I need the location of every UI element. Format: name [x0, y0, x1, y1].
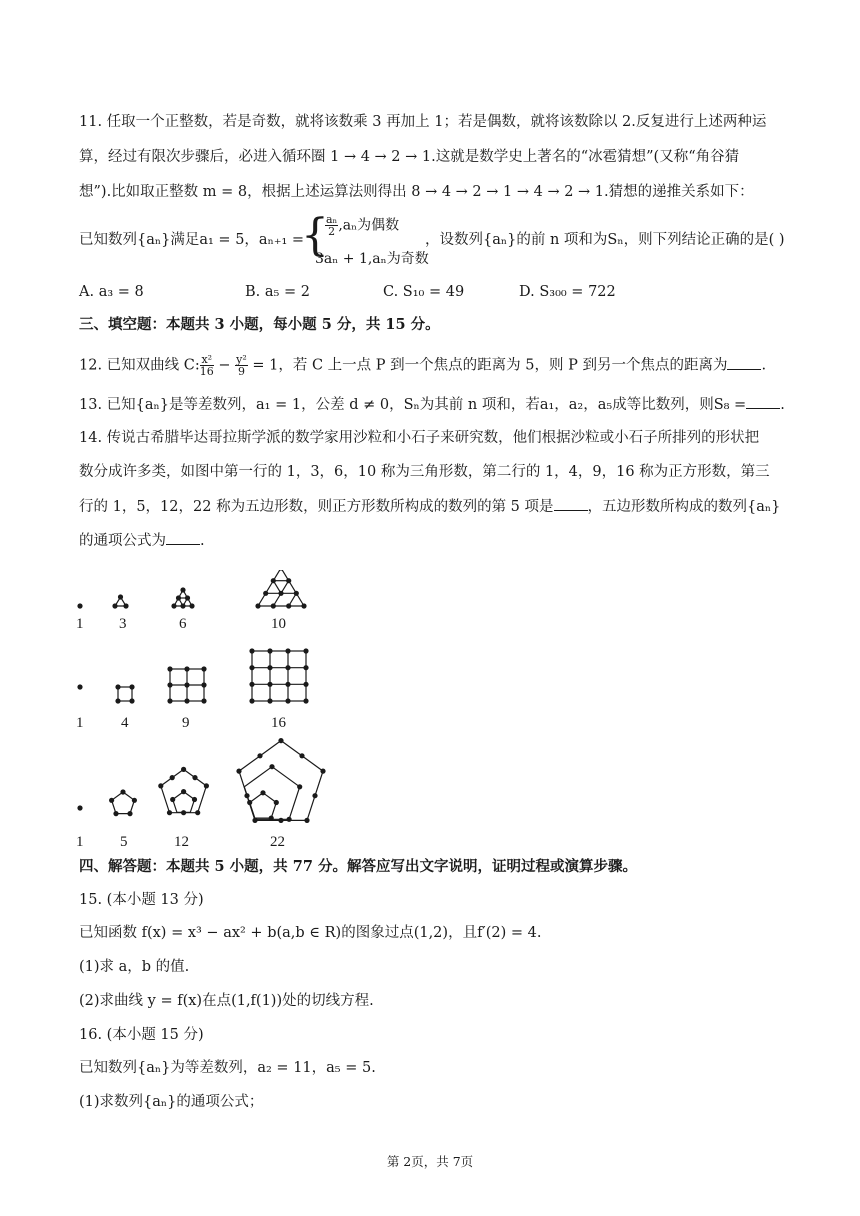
square-dots	[77, 648, 308, 703]
q12-f2-num: y²	[236, 353, 247, 366]
q12-f1-den: 16	[199, 365, 214, 378]
pentagonal-shapes	[112, 741, 323, 821]
triangular-shapes	[115, 570, 304, 606]
option-b: B. a₅ = 2	[245, 284, 310, 300]
pentagonal-label-12: 12	[174, 834, 189, 850]
q14-line-4-a: 的通项公式为	[79, 533, 166, 549]
q14-line-3-b: ，五边形数所构成的数列{aₙ}	[587, 499, 781, 515]
q15-part-1: (1)求 a，b 的值.	[79, 959, 190, 975]
square-shapes	[118, 651, 306, 701]
option-a: A. a₃ = 8	[79, 284, 144, 300]
option-d: D. S₃₀₀ = 722	[519, 284, 616, 300]
square-label-4: 4	[121, 715, 129, 731]
section-3-heading: 三、填空题：本题共 3 小题，每小题 5 分，共 15 分。	[79, 316, 440, 333]
triangular-label-3: 3	[119, 616, 127, 632]
square-label-16: 16	[271, 715, 286, 731]
triangular-label-10: 10	[271, 616, 286, 632]
q12-minus: −	[213, 357, 236, 374]
q11-stem-suffix: ，设数列{aₙ}的前 n 项和为Sₙ，则下列结论正确的是( )	[425, 232, 785, 248]
q14-line-3	[79, 496, 780, 517]
q12-f1-num: x²	[201, 353, 213, 366]
q12-f2-den: 9	[237, 365, 245, 378]
q14-line-3-a: 行的 1，5，12，22 称为五边形数，则正方形数所构成的数列的第 5 项是	[79, 499, 554, 515]
q12-fraction-1	[200, 354, 214, 377]
q16-stem: 已知数列{aₙ}为等差数列，a₂ = 11，a₅ = 5.	[79, 1060, 376, 1076]
page-footer: 第 2页，共 7页	[386, 1154, 474, 1169]
q13	[79, 394, 785, 415]
q11-line-2: 算，经过有限次步骤后，必进入循环圈 1 → 4 → 2 → 1.这就是数学史上著名的“冰雹猜想”(又称“角谷猜	[79, 149, 740, 165]
q14-line-1: 14. 传说古希腊毕达哥拉斯学派的数学家用沙粒和小石子来研究数，他们根据沙粒或小石子所排列的形状把	[79, 430, 760, 446]
q11-stem-prefix: 已知数列{aₙ}满足a₁ = 5，aₙ₊₁ =	[79, 232, 305, 248]
q12	[79, 354, 766, 377]
case-even-condition: ,aₙ为偶数	[338, 217, 400, 234]
pentagonal-label-1: 1	[76, 834, 84, 850]
q16-header: 16. (本小题 15 分)	[79, 1027, 204, 1043]
q13-end: .	[780, 397, 785, 413]
q12-prefix: 12. 已知双曲线 C:	[79, 357, 200, 374]
q16-part-1: (1)求数列{aₙ}的通项公式；	[79, 1094, 264, 1110]
q14-line-2: 数分成许多类，如图中第一行的 1，3，6，10 称为三角形数，第二行的 1，4，9，16 称为正方形数，第三	[79, 464, 770, 480]
case-even-denominator: 2	[328, 225, 336, 238]
section-4-heading: 四、解答题：本题共 5 小题，共 77 分。解答应写出文字说明，证明过程或演算步骤。	[79, 858, 637, 875]
piecewise-case-even	[325, 214, 399, 237]
triangular-label-6: 6	[179, 616, 187, 632]
q12-answer-blank[interactable]	[727, 355, 761, 370]
case-even-numerator: aₙ	[326, 213, 338, 226]
triangular-dots	[77, 570, 306, 609]
q11-line-3: 想”).比如取正整数 m = 8，根据上述运算法则得出 8 → 4 → 2 → 1 → 4 → 2 → 1.猜想的递推关系如下：	[79, 184, 754, 200]
case-even-fraction	[325, 214, 338, 237]
q14-answer-blank-1[interactable]	[554, 496, 588, 511]
q14-answer-blank-2[interactable]	[166, 530, 200, 545]
q15-part-2: (2)求曲线 y = f(x)在点(1,f(1))处的切线方程.	[79, 993, 374, 1009]
square-label-9: 9	[182, 715, 190, 731]
piecewise-case-odd: 3aₙ + 1,aₙ为奇数	[315, 251, 429, 267]
q12-suffix: = 1，若 C 上一点 P 到一个焦点的距离为 5，则 P 到另一个焦点的距离为	[247, 357, 728, 374]
option-c: C. S₁₀ = 49	[383, 284, 465, 300]
figurate-numbers-figure	[70, 570, 350, 860]
pentagonal-label-22: 22	[270, 834, 285, 850]
q11-line-1: 11. 任取一个正整数，若是奇数，就将该数乘 3 再加上 1；若是偶数，就将该数除以 2.反复进行上述两种运	[79, 114, 767, 130]
pentagonal-label-5: 5	[120, 834, 128, 850]
piecewise-brace: {	[301, 210, 329, 261]
q15-stem: 已知函数 f(x) = x³ − ax² + b(a,b ∈ R)的图象过点(1,2)，且f′(2) = 4.	[79, 925, 542, 941]
q12-end: .	[761, 357, 767, 374]
triangular-label-1: 1	[76, 616, 84, 632]
q11-options	[79, 282, 779, 302]
q14-line-4	[79, 530, 205, 551]
q13-text: 13. 已知{aₙ}是等差数列，a₁ = 1，公差 d ≠ 0，Sₙ为其前 n 项和，若a₁，a₂，a₅成等比数列，则S₈ =	[79, 397, 747, 413]
square-label-1: 1	[76, 715, 84, 731]
q14-line-4-b: .	[200, 533, 205, 549]
q12-fraction-2	[235, 354, 248, 377]
q15-header: 15. (本小题 13 分)	[79, 892, 204, 908]
q13-answer-blank[interactable]	[746, 394, 780, 409]
